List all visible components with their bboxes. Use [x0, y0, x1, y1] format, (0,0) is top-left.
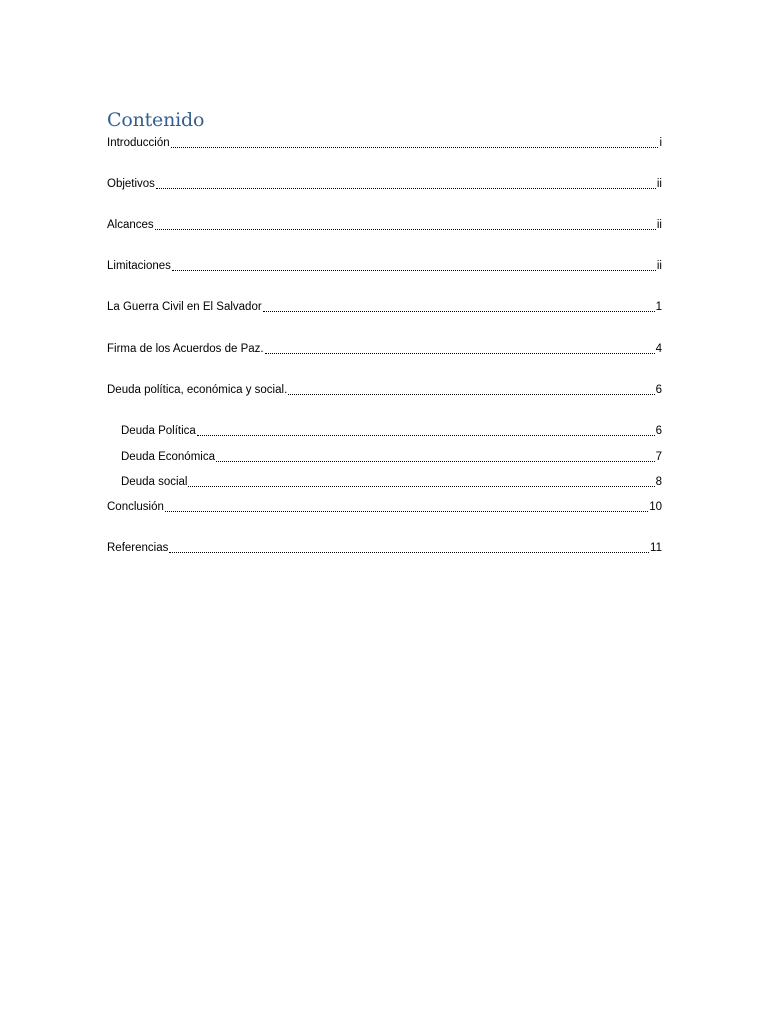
toc-entry-page-number: 4	[655, 343, 662, 355]
toc-entry-label: Referencias	[107, 542, 169, 554]
toc-entry-referencias[interactable]	[107, 537, 662, 555]
toc-entry-label: Conclusión	[107, 501, 164, 513]
toc-entry-label: Objetivos	[107, 178, 155, 190]
dot-leader	[172, 259, 656, 273]
toc-entry-label: Deuda Política	[121, 425, 196, 437]
toc-entry-page-number: ii	[656, 260, 662, 272]
toc-entry-label: Alcances	[107, 219, 154, 231]
toc-entry-alcances[interactable]	[107, 214, 662, 232]
toc-entry-label: La Guerra Civil en El Salvador	[107, 301, 262, 313]
toc-entry-label: Deuda política, económica y social.	[107, 384, 288, 396]
dot-leader	[265, 342, 655, 356]
toc-entry-page-number: 11	[650, 542, 662, 554]
dot-leader	[188, 475, 654, 489]
toc-entry-page-number: i	[659, 137, 662, 149]
toc-entry-introduccion[interactable]	[107, 132, 662, 150]
dot-leader	[263, 300, 655, 314]
dot-leader	[171, 136, 659, 150]
toc-title: Contenido	[107, 109, 205, 131]
toc-entry-conclusion[interactable]	[107, 496, 662, 514]
toc-entry-objetivos[interactable]	[107, 173, 662, 191]
toc-entry-label: Deuda Económica	[121, 451, 215, 463]
toc-entry-label: Limitaciones	[107, 260, 171, 272]
toc-entry-page-number: 10	[649, 501, 662, 513]
toc-entry-acuerdos-de-paz[interactable]	[107, 338, 662, 356]
toc-entry-label: Deuda social	[121, 476, 188, 488]
toc-entry-deuda-economica[interactable]	[121, 446, 662, 464]
toc-entry-label: Introducción	[107, 137, 170, 149]
dot-leader	[156, 177, 656, 191]
dot-leader	[288, 383, 654, 397]
toc-entry-deuda-social[interactable]	[121, 471, 662, 489]
toc-entry-page-number: 8	[655, 476, 662, 488]
toc-entry-page-number: ii	[656, 219, 662, 231]
toc-entry-deuda[interactable]	[107, 379, 662, 397]
toc-entry-page-number: 6	[655, 425, 662, 437]
toc-entry-page-number: ii	[656, 178, 662, 190]
dot-leader	[165, 500, 648, 514]
toc-entry-guerra-civil[interactable]	[107, 296, 662, 314]
dot-leader	[169, 541, 649, 555]
toc-entry-label: Firma de los Acuerdos de Paz.	[107, 343, 264, 355]
dot-leader	[197, 424, 655, 438]
toc-entry-deuda-politica[interactable]	[121, 420, 662, 438]
toc-entry-limitaciones[interactable]	[107, 255, 662, 273]
toc-entry-page-number: 1	[655, 301, 662, 313]
toc-entry-page-number: 6	[655, 384, 662, 396]
toc-entry-page-number: 7	[655, 451, 662, 463]
dot-leader	[216, 450, 655, 464]
dot-leader	[155, 218, 656, 232]
